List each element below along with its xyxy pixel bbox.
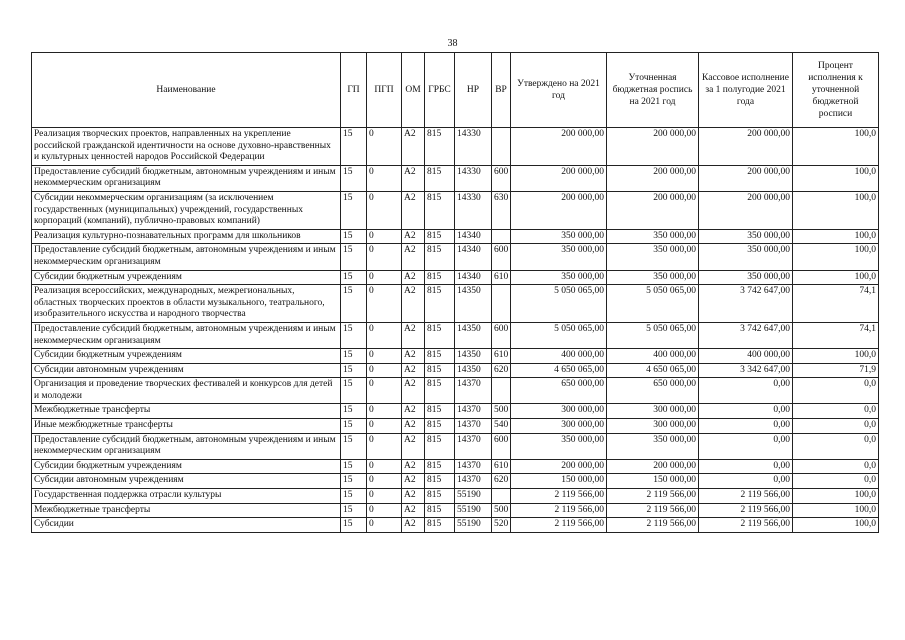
- cell-gp: 15: [341, 518, 367, 533]
- cell-np: 14370: [455, 433, 492, 459]
- cell-pgp: 0: [367, 270, 402, 285]
- cell-grbs: 815: [425, 285, 455, 323]
- cell-name: Субсидии некоммерческим организациям (за исключением государственных (муниципальных) учреждений, государственных корпораций (компаний), публично-правовых компаний): [32, 191, 341, 229]
- table-row: [32, 229, 879, 244]
- cell-cash: 3 742 647,00: [699, 322, 793, 348]
- cell-percent: 74,1: [793, 285, 879, 323]
- cell-vr: 620: [492, 363, 511, 378]
- cell-name: Субсидии: [32, 518, 341, 533]
- cell-np: 14370: [455, 404, 492, 419]
- table-row: [32, 191, 879, 229]
- cell-vr: 500: [492, 404, 511, 419]
- cell-vr: [492, 128, 511, 166]
- cell-om: А2: [402, 128, 425, 166]
- cell-np: 55190: [455, 503, 492, 518]
- cell-pgp: 0: [367, 191, 402, 229]
- cell-gp: 15: [341, 419, 367, 434]
- cell-pgp: 0: [367, 433, 402, 459]
- cell-om: А2: [402, 474, 425, 489]
- cell-pgp: 0: [367, 518, 402, 533]
- cell-om: А2: [402, 270, 425, 285]
- cell-percent: 100,0: [793, 128, 879, 166]
- cell-cash: 350 000,00: [699, 244, 793, 270]
- cell-percent: 100,0: [793, 270, 879, 285]
- cell-grbs: 815: [425, 433, 455, 459]
- cell-grbs: 815: [425, 489, 455, 504]
- cell-refined: 150 000,00: [607, 474, 699, 489]
- cell-approved: 350 000,00: [511, 244, 607, 270]
- cell-percent: 0,0: [793, 459, 879, 474]
- cell-grbs: 815: [425, 419, 455, 434]
- cell-vr: [492, 378, 511, 404]
- cell-gp: 15: [341, 363, 367, 378]
- cell-refined: 350 000,00: [607, 270, 699, 285]
- header-om: ОМ: [402, 53, 425, 128]
- cell-approved: 350 000,00: [511, 433, 607, 459]
- cell-gp: 15: [341, 165, 367, 191]
- table-row: [32, 503, 879, 518]
- cell-percent: 74,1: [793, 322, 879, 348]
- table-row: [32, 270, 879, 285]
- cell-cash: 200 000,00: [699, 191, 793, 229]
- cell-refined: 2 119 566,00: [607, 489, 699, 504]
- cell-vr: 600: [492, 165, 511, 191]
- cell-refined: 350 000,00: [607, 229, 699, 244]
- cell-name: Предоставление субсидий бюджетным, автономным учреждениям и иным некоммерческим организациям: [32, 322, 341, 348]
- cell-gp: 15: [341, 378, 367, 404]
- cell-grbs: 815: [425, 503, 455, 518]
- cell-refined: 5 050 065,00: [607, 285, 699, 323]
- cell-pgp: 0: [367, 349, 402, 364]
- table-row: [32, 363, 879, 378]
- table-row: [32, 459, 879, 474]
- table-row: [32, 165, 879, 191]
- cell-vr: 630: [492, 191, 511, 229]
- cell-approved: 2 119 566,00: [511, 503, 607, 518]
- header-approved: Утверждено на 2021 год: [511, 53, 607, 128]
- cell-gp: 15: [341, 270, 367, 285]
- cell-approved: 200 000,00: [511, 191, 607, 229]
- cell-cash: 2 119 566,00: [699, 518, 793, 533]
- cell-approved: 200 000,00: [511, 165, 607, 191]
- cell-cash: 3 742 647,00: [699, 285, 793, 323]
- cell-name: Субсидии бюджетным учреждениям: [32, 270, 341, 285]
- cell-pgp: 0: [367, 165, 402, 191]
- cell-cash: 400 000,00: [699, 349, 793, 364]
- cell-grbs: 815: [425, 404, 455, 419]
- cell-refined: 300 000,00: [607, 419, 699, 434]
- cell-np: 55190: [455, 489, 492, 504]
- header-percent: Процент исполнения к уточненной бюджетной росписи: [793, 53, 879, 128]
- cell-grbs: 815: [425, 244, 455, 270]
- cell-approved: 4 650 065,00: [511, 363, 607, 378]
- header-refined: Уточненная бюджетная роспись на 2021 год: [607, 53, 699, 128]
- cell-refined: 200 000,00: [607, 459, 699, 474]
- cell-approved: 350 000,00: [511, 270, 607, 285]
- cell-refined: 200 000,00: [607, 128, 699, 166]
- cell-np: 14340: [455, 244, 492, 270]
- table-row: [32, 244, 879, 270]
- cell-gp: 15: [341, 244, 367, 270]
- cell-pgp: 0: [367, 322, 402, 348]
- table-row: [32, 489, 879, 504]
- cell-cash: 0,00: [699, 433, 793, 459]
- cell-vr: 620: [492, 474, 511, 489]
- cell-refined: 2 119 566,00: [607, 503, 699, 518]
- cell-approved: 200 000,00: [511, 128, 607, 166]
- cell-name: Реализация культурно-познавательных программ для школьников: [32, 229, 341, 244]
- cell-gp: 15: [341, 191, 367, 229]
- cell-refined: 400 000,00: [607, 349, 699, 364]
- cell-percent: 100,0: [793, 503, 879, 518]
- cell-percent: 100,0: [793, 244, 879, 270]
- cell-approved: 350 000,00: [511, 229, 607, 244]
- cell-cash: 350 000,00: [699, 270, 793, 285]
- cell-approved: 2 119 566,00: [511, 489, 607, 504]
- cell-cash: 350 000,00: [699, 229, 793, 244]
- cell-gp: 15: [341, 474, 367, 489]
- cell-approved: 200 000,00: [511, 459, 607, 474]
- cell-grbs: 815: [425, 322, 455, 348]
- table-row: [32, 285, 879, 323]
- cell-pgp: 0: [367, 244, 402, 270]
- cell-np: 55190: [455, 518, 492, 533]
- cell-name: Реализация творческих проектов, направленных на укрепление российской гражданской идентичности на основе духовно-нравственных и культурных ценностей народов Российской Федерации: [32, 128, 341, 166]
- cell-name: Реализация всероссийских, международных, межрегиональных, областных творческих проектов в области музыкального, театрального, изобразительного искусства и народного творчества: [32, 285, 341, 323]
- cell-name: Предоставление субсидий бюджетным, автономным учреждениям и иным некоммерческим организациям: [32, 433, 341, 459]
- cell-grbs: 815: [425, 474, 455, 489]
- cell-name: Предоставление субсидий бюджетным, автономным учреждениям и иным некоммерческим организациям: [32, 165, 341, 191]
- cell-name: Субсидии бюджетным учреждениям: [32, 349, 341, 364]
- cell-om: А2: [402, 503, 425, 518]
- header-grbs: ГРБС: [425, 53, 455, 128]
- cell-om: А2: [402, 459, 425, 474]
- table-row: [32, 518, 879, 533]
- cell-om: А2: [402, 378, 425, 404]
- cell-percent: 0,0: [793, 378, 879, 404]
- cell-om: А2: [402, 518, 425, 533]
- cell-pgp: 0: [367, 229, 402, 244]
- cell-pgp: 0: [367, 459, 402, 474]
- cell-np: 14370: [455, 459, 492, 474]
- cell-np: 14330: [455, 165, 492, 191]
- cell-cash: 200 000,00: [699, 128, 793, 166]
- cell-gp: 15: [341, 128, 367, 166]
- cell-om: А2: [402, 433, 425, 459]
- table-header-row: [32, 53, 879, 128]
- cell-grbs: 815: [425, 363, 455, 378]
- cell-om: А2: [402, 404, 425, 419]
- cell-cash: 2 119 566,00: [699, 489, 793, 504]
- cell-cash: 0,00: [699, 459, 793, 474]
- cell-om: А2: [402, 489, 425, 504]
- cell-pgp: 0: [367, 285, 402, 323]
- cell-pgp: 0: [367, 489, 402, 504]
- cell-grbs: 815: [425, 229, 455, 244]
- cell-cash: 200 000,00: [699, 165, 793, 191]
- cell-refined: 350 000,00: [607, 433, 699, 459]
- cell-percent: 100,0: [793, 165, 879, 191]
- cell-grbs: 815: [425, 459, 455, 474]
- cell-cash: 3 342 647,00: [699, 363, 793, 378]
- cell-refined: 2 119 566,00: [607, 518, 699, 533]
- cell-percent: 100,0: [793, 229, 879, 244]
- cell-percent: 100,0: [793, 349, 879, 364]
- cell-name: Субсидии автономным учреждениям: [32, 474, 341, 489]
- cell-percent: 100,0: [793, 489, 879, 504]
- cell-np: 14330: [455, 128, 492, 166]
- cell-grbs: 815: [425, 128, 455, 166]
- cell-np: 14350: [455, 285, 492, 323]
- cell-vr: [492, 229, 511, 244]
- cell-gp: 15: [341, 229, 367, 244]
- cell-grbs: 815: [425, 191, 455, 229]
- cell-pgp: 0: [367, 474, 402, 489]
- cell-np: 14370: [455, 378, 492, 404]
- table-row: [32, 322, 879, 348]
- cell-gp: 15: [341, 349, 367, 364]
- cell-vr: 610: [492, 459, 511, 474]
- cell-vr: 540: [492, 419, 511, 434]
- cell-gp: 15: [341, 503, 367, 518]
- cell-np: 14350: [455, 322, 492, 348]
- cell-np: 14330: [455, 191, 492, 229]
- cell-cash: 0,00: [699, 378, 793, 404]
- cell-refined: 200 000,00: [607, 165, 699, 191]
- cell-percent: 71,9: [793, 363, 879, 378]
- cell-refined: 650 000,00: [607, 378, 699, 404]
- table-row: [32, 404, 879, 419]
- table-row: [32, 349, 879, 364]
- cell-grbs: 815: [425, 270, 455, 285]
- cell-np: 14350: [455, 363, 492, 378]
- cell-pgp: 0: [367, 404, 402, 419]
- table-row: [32, 474, 879, 489]
- cell-name: Предоставление субсидий бюджетным, автономным учреждениям и иным некоммерческим организациям: [32, 244, 341, 270]
- cell-name: Межбюджетные трансферты: [32, 404, 341, 419]
- cell-percent: 0,0: [793, 419, 879, 434]
- cell-approved: 150 000,00: [511, 474, 607, 489]
- cell-name: Государственная поддержка отрасли культуры: [32, 489, 341, 504]
- cell-percent: 0,0: [793, 404, 879, 419]
- cell-vr: 600: [492, 244, 511, 270]
- budget-table: [31, 52, 879, 533]
- cell-gp: 15: [341, 285, 367, 323]
- header-vr: ВР: [492, 53, 511, 128]
- cell-vr: 600: [492, 433, 511, 459]
- cell-name: Межбюджетные трансферты: [32, 503, 341, 518]
- cell-approved: 300 000,00: [511, 419, 607, 434]
- cell-refined: 350 000,00: [607, 244, 699, 270]
- cell-approved: 5 050 065,00: [511, 285, 607, 323]
- cell-pgp: 0: [367, 378, 402, 404]
- cell-name: Организация и проведение творческих фестивалей и конкурсов для детей и молодежи: [32, 378, 341, 404]
- cell-vr: [492, 489, 511, 504]
- cell-vr: 610: [492, 270, 511, 285]
- cell-approved: 400 000,00: [511, 349, 607, 364]
- header-gp: ГП: [341, 53, 367, 128]
- cell-approved: 2 119 566,00: [511, 518, 607, 533]
- cell-name: Иные межбюджетные трансферты: [32, 419, 341, 434]
- cell-refined: 200 000,00: [607, 191, 699, 229]
- cell-om: А2: [402, 285, 425, 323]
- cell-refined: 5 050 065,00: [607, 322, 699, 348]
- cell-cash: 2 119 566,00: [699, 503, 793, 518]
- cell-gp: 15: [341, 404, 367, 419]
- cell-grbs: 815: [425, 518, 455, 533]
- cell-refined: 4 650 065,00: [607, 363, 699, 378]
- header-cash: Кассовое исполнение за 1 полугодие 2021 года: [699, 53, 793, 128]
- cell-vr: [492, 285, 511, 323]
- cell-grbs: 815: [425, 165, 455, 191]
- cell-np: 14370: [455, 474, 492, 489]
- table-row: [32, 419, 879, 434]
- cell-cash: 0,00: [699, 474, 793, 489]
- cell-cash: 0,00: [699, 419, 793, 434]
- header-np: НР: [455, 53, 492, 128]
- cell-refined: 300 000,00: [607, 404, 699, 419]
- cell-vr: 500: [492, 503, 511, 518]
- cell-np: 14340: [455, 270, 492, 285]
- cell-om: А2: [402, 244, 425, 270]
- cell-om: А2: [402, 191, 425, 229]
- cell-gp: 15: [341, 433, 367, 459]
- cell-pgp: 0: [367, 503, 402, 518]
- cell-om: А2: [402, 322, 425, 348]
- cell-np: 14350: [455, 349, 492, 364]
- cell-grbs: 815: [425, 349, 455, 364]
- cell-om: А2: [402, 419, 425, 434]
- header-pgp: ПГП: [367, 53, 402, 128]
- cell-approved: 650 000,00: [511, 378, 607, 404]
- cell-vr: 520: [492, 518, 511, 533]
- cell-cash: 0,00: [699, 404, 793, 419]
- cell-gp: 15: [341, 459, 367, 474]
- cell-om: А2: [402, 165, 425, 191]
- cell-np: 14370: [455, 419, 492, 434]
- cell-pgp: 0: [367, 363, 402, 378]
- table-row: [32, 128, 879, 166]
- page-number: 38: [447, 38, 458, 49]
- cell-percent: 100,0: [793, 191, 879, 229]
- cell-pgp: 0: [367, 128, 402, 166]
- cell-grbs: 815: [425, 378, 455, 404]
- cell-vr: 610: [492, 349, 511, 364]
- cell-name: Субсидии бюджетным учреждениям: [32, 459, 341, 474]
- cell-om: А2: [402, 349, 425, 364]
- cell-om: А2: [402, 229, 425, 244]
- cell-np: 14340: [455, 229, 492, 244]
- cell-gp: 15: [341, 489, 367, 504]
- table-body: [32, 128, 879, 533]
- cell-om: А2: [402, 363, 425, 378]
- cell-approved: 5 050 065,00: [511, 322, 607, 348]
- header-name: Наименование: [32, 53, 341, 128]
- cell-percent: 0,0: [793, 474, 879, 489]
- cell-pgp: 0: [367, 419, 402, 434]
- cell-percent: 0,0: [793, 433, 879, 459]
- cell-approved: 300 000,00: [511, 404, 607, 419]
- cell-name: Субсидии автономным учреждениям: [32, 363, 341, 378]
- cell-gp: 15: [341, 322, 367, 348]
- cell-vr: 600: [492, 322, 511, 348]
- table-row: [32, 378, 879, 404]
- table-row: [32, 433, 879, 459]
- cell-percent: 100,0: [793, 518, 879, 533]
